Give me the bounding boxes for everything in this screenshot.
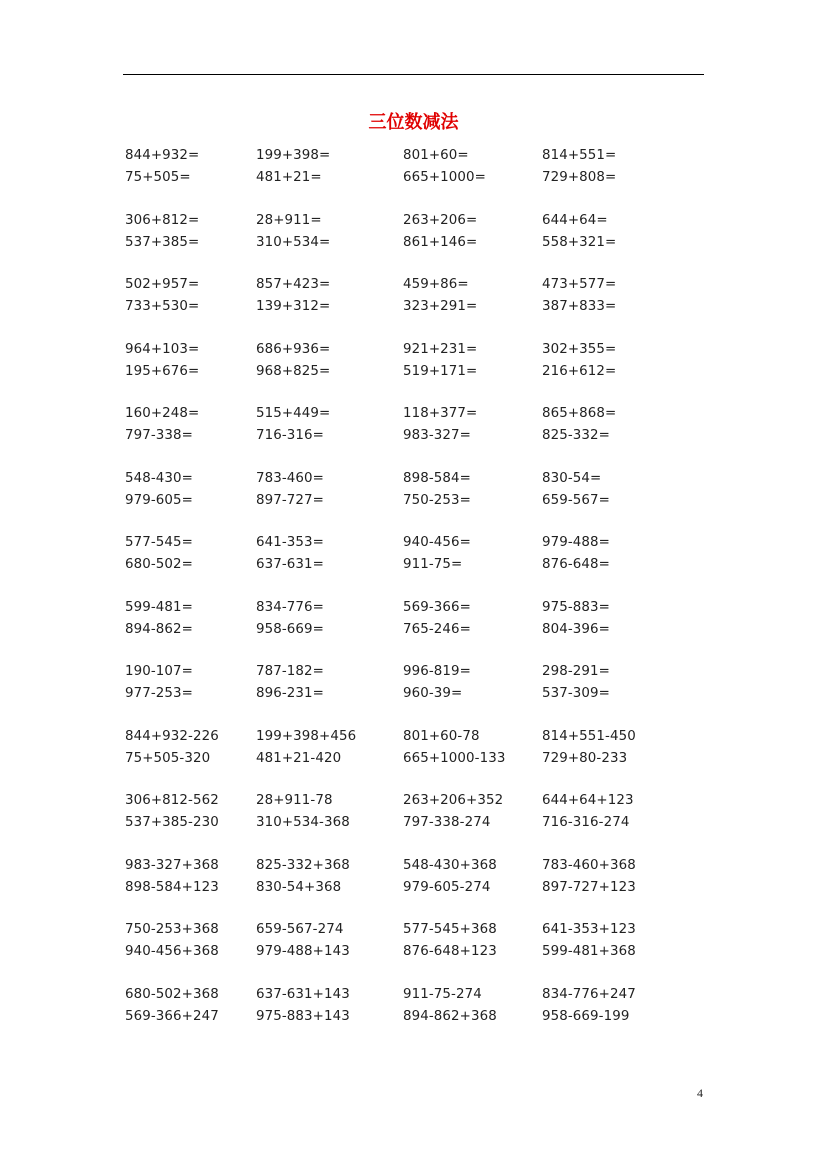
exercise-item: 310+534-368 xyxy=(256,815,350,830)
exercise-item: 459+86= xyxy=(403,277,469,292)
exercise-item: 814+551= xyxy=(542,148,617,163)
exercise-item: 199+398= xyxy=(256,148,331,163)
exercise-item: 199+398+456 xyxy=(256,728,357,744)
exercise-item: 729+80-233 xyxy=(542,750,628,766)
exercise-item: 876-648+123 xyxy=(403,944,497,959)
exercise-item: 680-502= xyxy=(125,557,193,572)
exercise-item: 979-488+143 xyxy=(256,944,350,959)
exercise-item: 637-631= xyxy=(256,557,324,572)
exercise-item: 968+825= xyxy=(256,363,331,379)
exercise-group xyxy=(125,145,705,189)
exercise-group xyxy=(125,661,705,705)
exercise-item: 876-648= xyxy=(542,557,610,572)
exercise-group xyxy=(125,274,705,318)
exercise-item: 729+808= xyxy=(542,170,617,185)
exercise-item: 481+21-420 xyxy=(256,750,342,766)
exercise-item: 686+936= xyxy=(256,341,331,357)
exercise-item: 898-584+123 xyxy=(125,879,219,895)
exercise-item: 548-430+368 xyxy=(403,857,497,873)
exercise-item: 983-327= xyxy=(403,428,471,443)
exercise-item: 733+530= xyxy=(125,299,200,314)
exercise-item: 387+833= xyxy=(542,299,617,314)
exercise-item: 537+385= xyxy=(125,234,200,250)
exercise-item: 537+385-230 xyxy=(125,815,219,830)
exercise-item: 599-481+368 xyxy=(542,944,636,959)
exercise-item: 263+206+352 xyxy=(403,793,504,808)
exercise-item: 569-366+247 xyxy=(125,1008,219,1024)
exercise-item: 804-396= xyxy=(542,621,610,637)
exercise-item: 190-107= xyxy=(125,664,193,679)
exercise-item: 783-460= xyxy=(256,470,324,486)
exercise-item: 750-253= xyxy=(403,492,471,508)
exercise-item: 75+505= xyxy=(125,170,191,185)
exercise-item: 964+103= xyxy=(125,341,200,357)
exercise-item: 659-567= xyxy=(542,492,610,508)
exercise-item: 298-291= xyxy=(542,664,610,679)
exercise-item: 861+146= xyxy=(403,234,478,250)
exercise-item: 814+551-450 xyxy=(542,728,636,744)
exercise-item: 801+60-78 xyxy=(403,728,480,744)
exercise-item: 665+1000= xyxy=(403,170,486,185)
exercise-item: 28+911= xyxy=(256,212,322,228)
exercise-item: 548-430= xyxy=(125,470,193,486)
exercise-item: 558+321= xyxy=(542,234,617,250)
exercise-item: 302+355= xyxy=(542,341,617,357)
exercise-item: 310+534= xyxy=(256,234,331,250)
exercise-item: 983-327+368 xyxy=(125,857,219,873)
header-rule xyxy=(123,74,704,75)
exercise-item: 979-488= xyxy=(542,535,610,550)
exercise-group xyxy=(125,855,705,899)
exercise-group xyxy=(125,919,705,963)
exercise-item: 911-75-274 xyxy=(403,986,482,1002)
exercise-item: 577-545= xyxy=(125,535,193,550)
exercise-item: 502+957= xyxy=(125,277,200,292)
exercise-item: 306+812= xyxy=(125,212,200,228)
exercise-item: 783-460+368 xyxy=(542,857,636,873)
exercise-item: 894-862+368 xyxy=(403,1008,497,1024)
exercise-item: 844+932-226 xyxy=(125,728,219,744)
exercise-group xyxy=(125,984,705,1028)
exercise-item: 765-246= xyxy=(403,621,471,637)
exercise-item: 958-669= xyxy=(256,621,324,637)
exercise-item: 830-54= xyxy=(542,470,602,486)
exercise-item: 830-54+368 xyxy=(256,879,342,895)
exercise-item: 825-332+368 xyxy=(256,857,350,873)
exercise-item: 306+812-562 xyxy=(125,793,219,808)
exercise-item: 659-567-274 xyxy=(256,922,344,937)
exercise-item: 834-776= xyxy=(256,599,324,615)
exercise-item: 28+911-78 xyxy=(256,793,333,808)
exercise-item: 473+577= xyxy=(542,277,617,292)
exercise-item: 911-75= xyxy=(403,557,463,572)
exercise-item: 139+312= xyxy=(256,299,331,314)
exercise-item: 801+60= xyxy=(403,148,469,163)
exercise-item: 644+64= xyxy=(542,212,608,228)
exercise-item: 921+231= xyxy=(403,341,478,357)
exercise-item: 975-883+143 xyxy=(256,1008,350,1024)
exercise-group xyxy=(125,726,705,770)
exercise-item: 716-316-274 xyxy=(542,815,630,830)
exercise-item: 680-502+368 xyxy=(125,986,219,1002)
exercise-item: 750-253+368 xyxy=(125,922,219,937)
exercise-item: 797-338= xyxy=(125,428,193,443)
exercise-item: 844+932= xyxy=(125,148,200,163)
exercise-item: 637-631+143 xyxy=(256,986,350,1002)
exercise-group xyxy=(125,532,705,576)
exercise-item: 897-727+123 xyxy=(542,879,636,895)
exercise-item: 641-353= xyxy=(256,535,324,550)
exercise-item: 977-253= xyxy=(125,686,193,701)
exercise-group xyxy=(125,403,705,447)
exercise-item: 118+377= xyxy=(403,406,478,421)
page-number: 4 xyxy=(697,1086,703,1100)
exercise-item: 515+449= xyxy=(256,406,331,421)
exercise-item: 160+248= xyxy=(125,406,200,421)
exercise-item: 825-332= xyxy=(542,428,610,443)
exercise-group xyxy=(125,339,705,383)
exercise-item: 519+171= xyxy=(403,363,478,379)
exercise-group xyxy=(125,468,705,512)
exercise-item: 537-309= xyxy=(542,686,610,701)
exercise-item: 996-819= xyxy=(403,664,471,679)
exercise-item: 940-456= xyxy=(403,535,471,550)
exercise-item: 263+206= xyxy=(403,212,478,228)
exercise-group xyxy=(125,210,705,254)
exercise-item: 898-584= xyxy=(403,470,471,486)
exercise-grid xyxy=(125,145,705,1048)
exercise-item: 979-605= xyxy=(125,492,193,508)
page-title: 三位数减法 xyxy=(368,112,459,133)
exercise-item: 75+505-320 xyxy=(125,750,211,766)
exercise-item: 216+612= xyxy=(542,363,617,379)
exercise-item: 857+423= xyxy=(256,277,331,292)
exercise-item: 894-862= xyxy=(125,621,193,637)
exercise-group xyxy=(125,597,705,641)
exercise-item: 644+64+123 xyxy=(542,793,634,808)
exercise-item: 481+21= xyxy=(256,170,322,185)
exercise-item: 960-39= xyxy=(403,686,463,701)
exercise-item: 787-182= xyxy=(256,664,324,679)
exercise-item: 665+1000-133 xyxy=(403,750,506,766)
exercise-item: 897-727= xyxy=(256,492,324,508)
exercise-item: 577-545+368 xyxy=(403,922,497,937)
exercise-item: 641-353+123 xyxy=(542,922,636,937)
exercise-item: 716-316= xyxy=(256,428,324,443)
exercise-item: 834-776+247 xyxy=(542,986,636,1002)
exercise-item: 195+676= xyxy=(125,363,200,379)
exercise-item: 797-338-274 xyxy=(403,815,491,830)
exercise-item: 979-605-274 xyxy=(403,879,491,895)
exercise-item: 975-883= xyxy=(542,599,610,615)
exercise-item: 958-669-199 xyxy=(542,1008,630,1024)
exercise-item: 599-481= xyxy=(125,599,193,615)
exercise-item: 569-366= xyxy=(403,599,471,615)
exercise-item: 940-456+368 xyxy=(125,944,219,959)
exercise-item: 323+291= xyxy=(403,299,478,314)
exercise-group xyxy=(125,790,705,834)
exercise-item: 865+868= xyxy=(542,406,617,421)
exercise-item: 896-231= xyxy=(256,686,324,701)
